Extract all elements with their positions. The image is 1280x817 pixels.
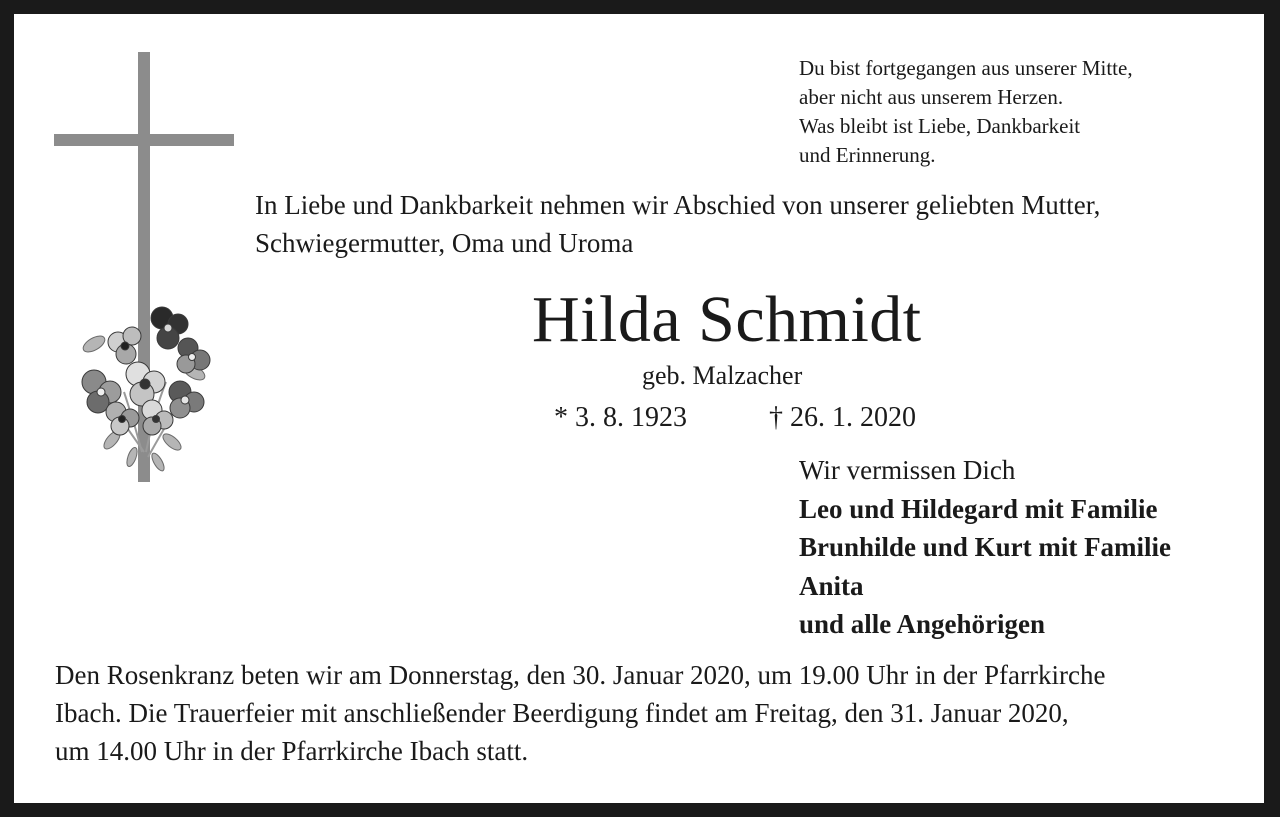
poem-line: und Erinnerung. [799,143,936,167]
mourner-line: Leo und Hildegard mit Familie [799,493,1158,524]
notice-line: Den Rosenkranz beten wir am Donnerstag, den 30. Januar 2020, um 19.00 Uhr in der Pfarrkirche [55,660,1106,690]
maiden-name: geb. Malzacher [642,361,803,390]
notice-line: Ibach. Die Trauerfeier mit anschließender Beerdigung findet am Freitag, den 31. Januar 2020, [55,698,1069,728]
mourner-line: und alle Angehörigen [799,609,1046,639]
poem [799,54,1133,170]
intro-line: In Liebe und Dankbarkeit nehmen wir Abschied von unserer geliebten Mutter, [255,190,1101,220]
poem-line: aber nicht aus unserem Herzen. [799,85,1064,109]
farewell-intro [255,186,1100,262]
mourners [799,451,1171,644]
service-notice [55,656,1105,770]
poem-line: Du bist fortgegangen aus unserer Mitte, [799,56,1133,80]
intro-line: Schwiegermutter, Oma und Uroma [255,228,634,258]
poem-line: Was bleibt ist Liebe, Dankbarkeit [799,114,1081,138]
mourners-intro: Wir vermissen Dich [799,455,1016,485]
birth-date: * 3. 8. 1923 [554,402,687,433]
cross-icon [54,52,236,484]
obituary-notice [14,14,1264,803]
mourner-line: Anita [799,570,864,601]
mourner-line: Brunhilde und Kurt mit Familie [799,532,1172,562]
death-date: † 26. 1. 2020 [769,402,916,433]
notice-line: um 14.00 Uhr in der Pfarrkirche Ibach statt. [55,736,529,766]
deceased-name: Hilda Schmidt [532,283,922,356]
